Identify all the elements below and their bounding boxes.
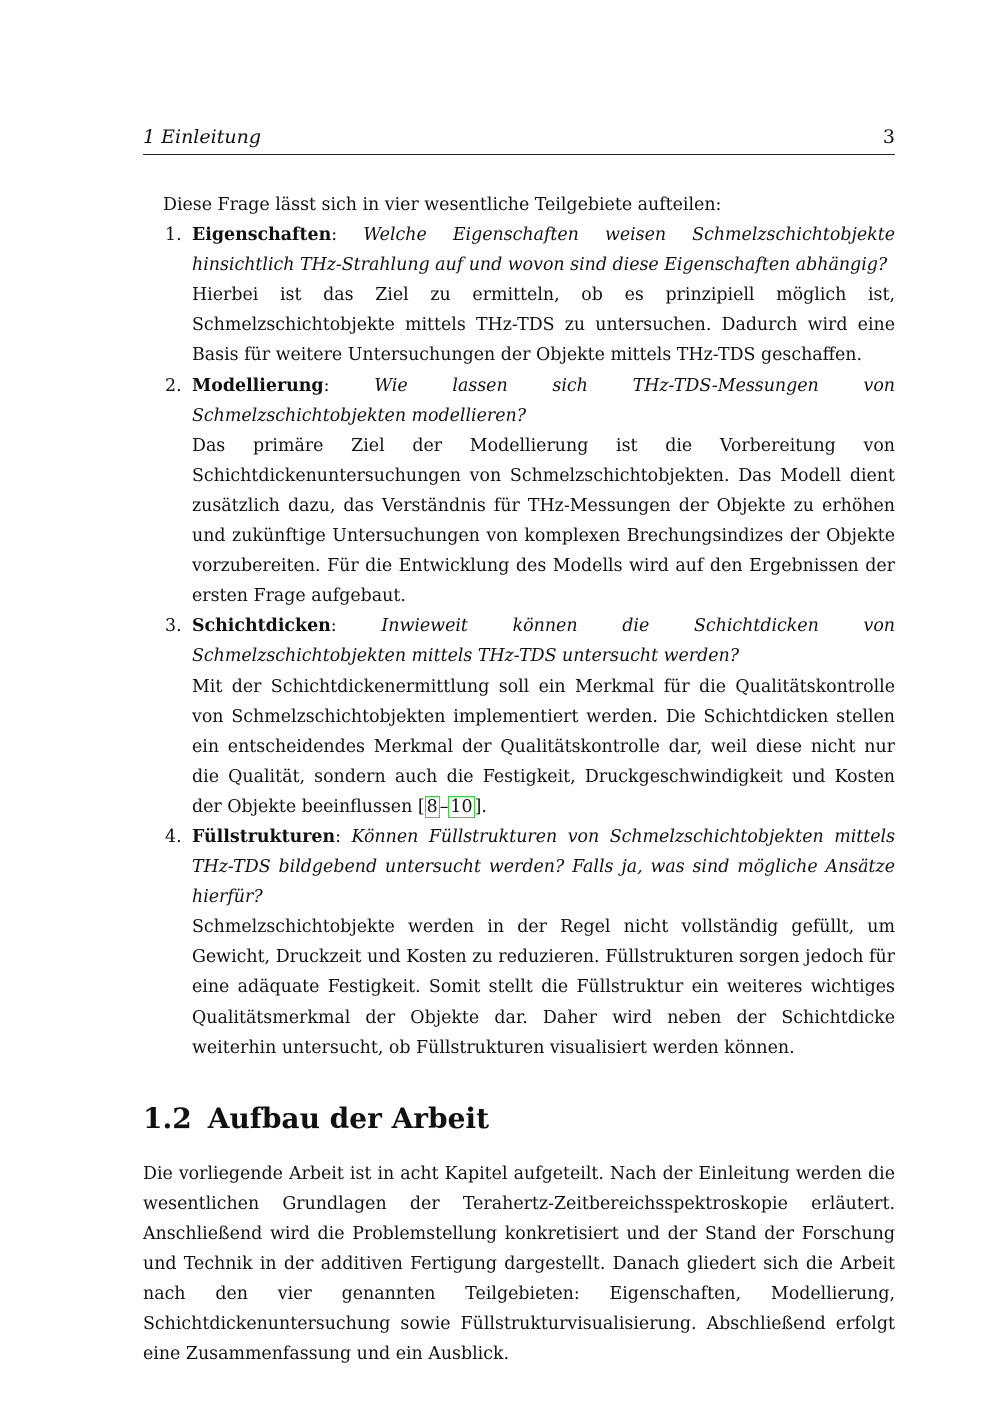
item-heading: Modellierung: Wie lassen sich THz-TDS-Messungen von Schmelzschichtobjekten modellieren? (192, 375, 895, 426)
item-text: Mit der Schichtdickenermittlung soll ein Merkmal für die Qualitätskontrolle von Schmelzschichtobjekten implementiert werden. Die Schichtdicken stellen ein entscheidendes Merkmal der Qualitätskontrolle dar, weil diese nicht nur die Qualität, sondern auch die Festigkeit, Druckgeschwindigkeit und Kosten der Objekte beeinflussen [ 8 – 10 ]. (192, 676, 895, 817)
section-title: Aufbau der Arbeit (207, 1101, 490, 1135)
list-marker: 1. (165, 225, 182, 246)
item-heading: Füllstrukturen: Können Füllstrukturen von Schmelzschichtobjekten mittels THz-TDS bildgebend untersucht werden? Falls ja, was sind mögliche Ansätze hierfür? (192, 826, 896, 908)
item-question: Welche Eigenschaften weisen Schmelzschichtobjekte hinsichtlich THz-Strahlung auf und wovon sind diese Eigenschaften abhängig? (192, 225, 895, 276)
item-text: Hierbei ist das Ziel zu ermitteln, ob es prinzipiell möglich ist, Schmelzschichtobjekte mittels THz-TDS zu untersuchen. Dadurch wird eine Basis für weitere Untersuchungen der Objekte mittels THz-TDS geschaffen. (192, 285, 895, 366)
item-heading: Schichtdicken: Inwieweit können die Schichtdicken von Schmelzschichtobjekten mittels THz-TDS untersucht werden? (192, 616, 896, 667)
research-question-list (143, 220, 895, 1063)
item-term: Modellierung (192, 375, 324, 396)
section-paragraph: Die vorliegende Arbeit ist in acht Kapitel aufgeteilt. Nach der Einleitung werden die wesentlichen Grundlagen der Terahertz-Zeitbereichsspektroskopie erläutert. Anschließend wird die Problemstellung konkretisiert und der Stand der Forschung und Technik in der additiven Fertigung dargestellt. Danach gliedert sich die Arbeit nach den vier genannten Teilgebieten: Eigenschaften, Modellierung, Schichtdickenuntersuchung sowie Füllstrukturvisualisierung. Abschließend erfolgt eine Zusammenfassung und ein Ausblick. (143, 1163, 895, 1365)
citation-link[interactable]: 10 (450, 796, 473, 817)
list-item (143, 611, 895, 822)
intro-sentence: Diese Frage lässt sich in vier wesentliche Teilgebiete aufteilen: (163, 195, 722, 215)
list-marker: 3. (165, 616, 182, 637)
section-heading (143, 1099, 895, 1139)
running-header (143, 126, 895, 155)
item-question: Wie lassen sich THz-TDS-Messungen von Schmelzschichtobjekten modellieren? (192, 375, 895, 426)
section-number: 1.2 (143, 1101, 192, 1135)
list-marker: 2. (165, 375, 182, 396)
list-item (143, 822, 895, 1063)
list-item (143, 371, 895, 612)
item-heading: Eigenschaften: Welche Eigenschaften weisen Schmelzschichtobjekte hinsichtlich THz-Strahlung auf und wovon sind diese Eigenschaften abhängig? (192, 225, 895, 276)
page-number: 3 (882, 126, 895, 148)
item-question: Können Füllstrukturen von Schmelzschichtobjekten mittels THz-TDS bildgebend untersucht werden? Falls ja, was sind mögliche Ansätze hierfür? (192, 826, 896, 908)
item-text-body: Mit der Schichtdickenermittlung soll ein Merkmal für die Qualitätskontrolle von Schmelzschichtobjekten implementiert werden. Die Schichtdicken stellen ein entscheidendes Merkmal der Qualitätskontrolle dar, weil diese nicht nur die Qualität, sondern auch die Festigkeit, Druckgeschwindigkeit und Kosten der Objekte beeinflussen (192, 676, 895, 817)
chapter-title: 1 Einleitung (143, 126, 261, 148)
item-term: Eigenschaften (192, 225, 332, 246)
item-term: Schichtdicken (192, 616, 331, 637)
item-question: Inwieweit können die Schichtdicken von Schmelzschichtobjekten mittels THz-TDS untersucht werden? (192, 616, 896, 667)
item-text: Das primäre Ziel der Modellierung ist die Vorbereitung von Schichtdickenuntersuchungen von Schmelzschichtobjekten. Das Modell dient zusätzlich dazu, das Verständnis für THz-Messungen der Objekte zu erhöhen und zukünftige Untersuchungen von komplexen Brechungsindizes der Objekte vorzubereiten. Für die Entwicklung des Modells wird auf den Ergebnissen der ersten Frage aufgebaut. (192, 435, 895, 607)
list-marker: 4. (165, 826, 182, 847)
item-text: Schmelzschichtobjekte werden in der Regel nicht vollständig gefüllt, um Gewicht, Druckzeit und Kosten zu reduzieren. Füllstrukturen sorgen jedoch für eine adäquate Festigkeit. Somit stellt die Füllstruktur ein weiteres wichtiges Qualitätsmerkmal der Objekte dar. Daher wird neben der Schichtdicke weiterhin untersucht, ob Füllstrukturen visualisiert werden können. (192, 917, 895, 1058)
citation-link[interactable]: 8 (426, 796, 438, 817)
main-content (143, 190, 895, 1369)
item-term: Füllstrukturen (192, 826, 336, 847)
list-item (143, 220, 895, 370)
citation-separator: – (439, 796, 449, 817)
